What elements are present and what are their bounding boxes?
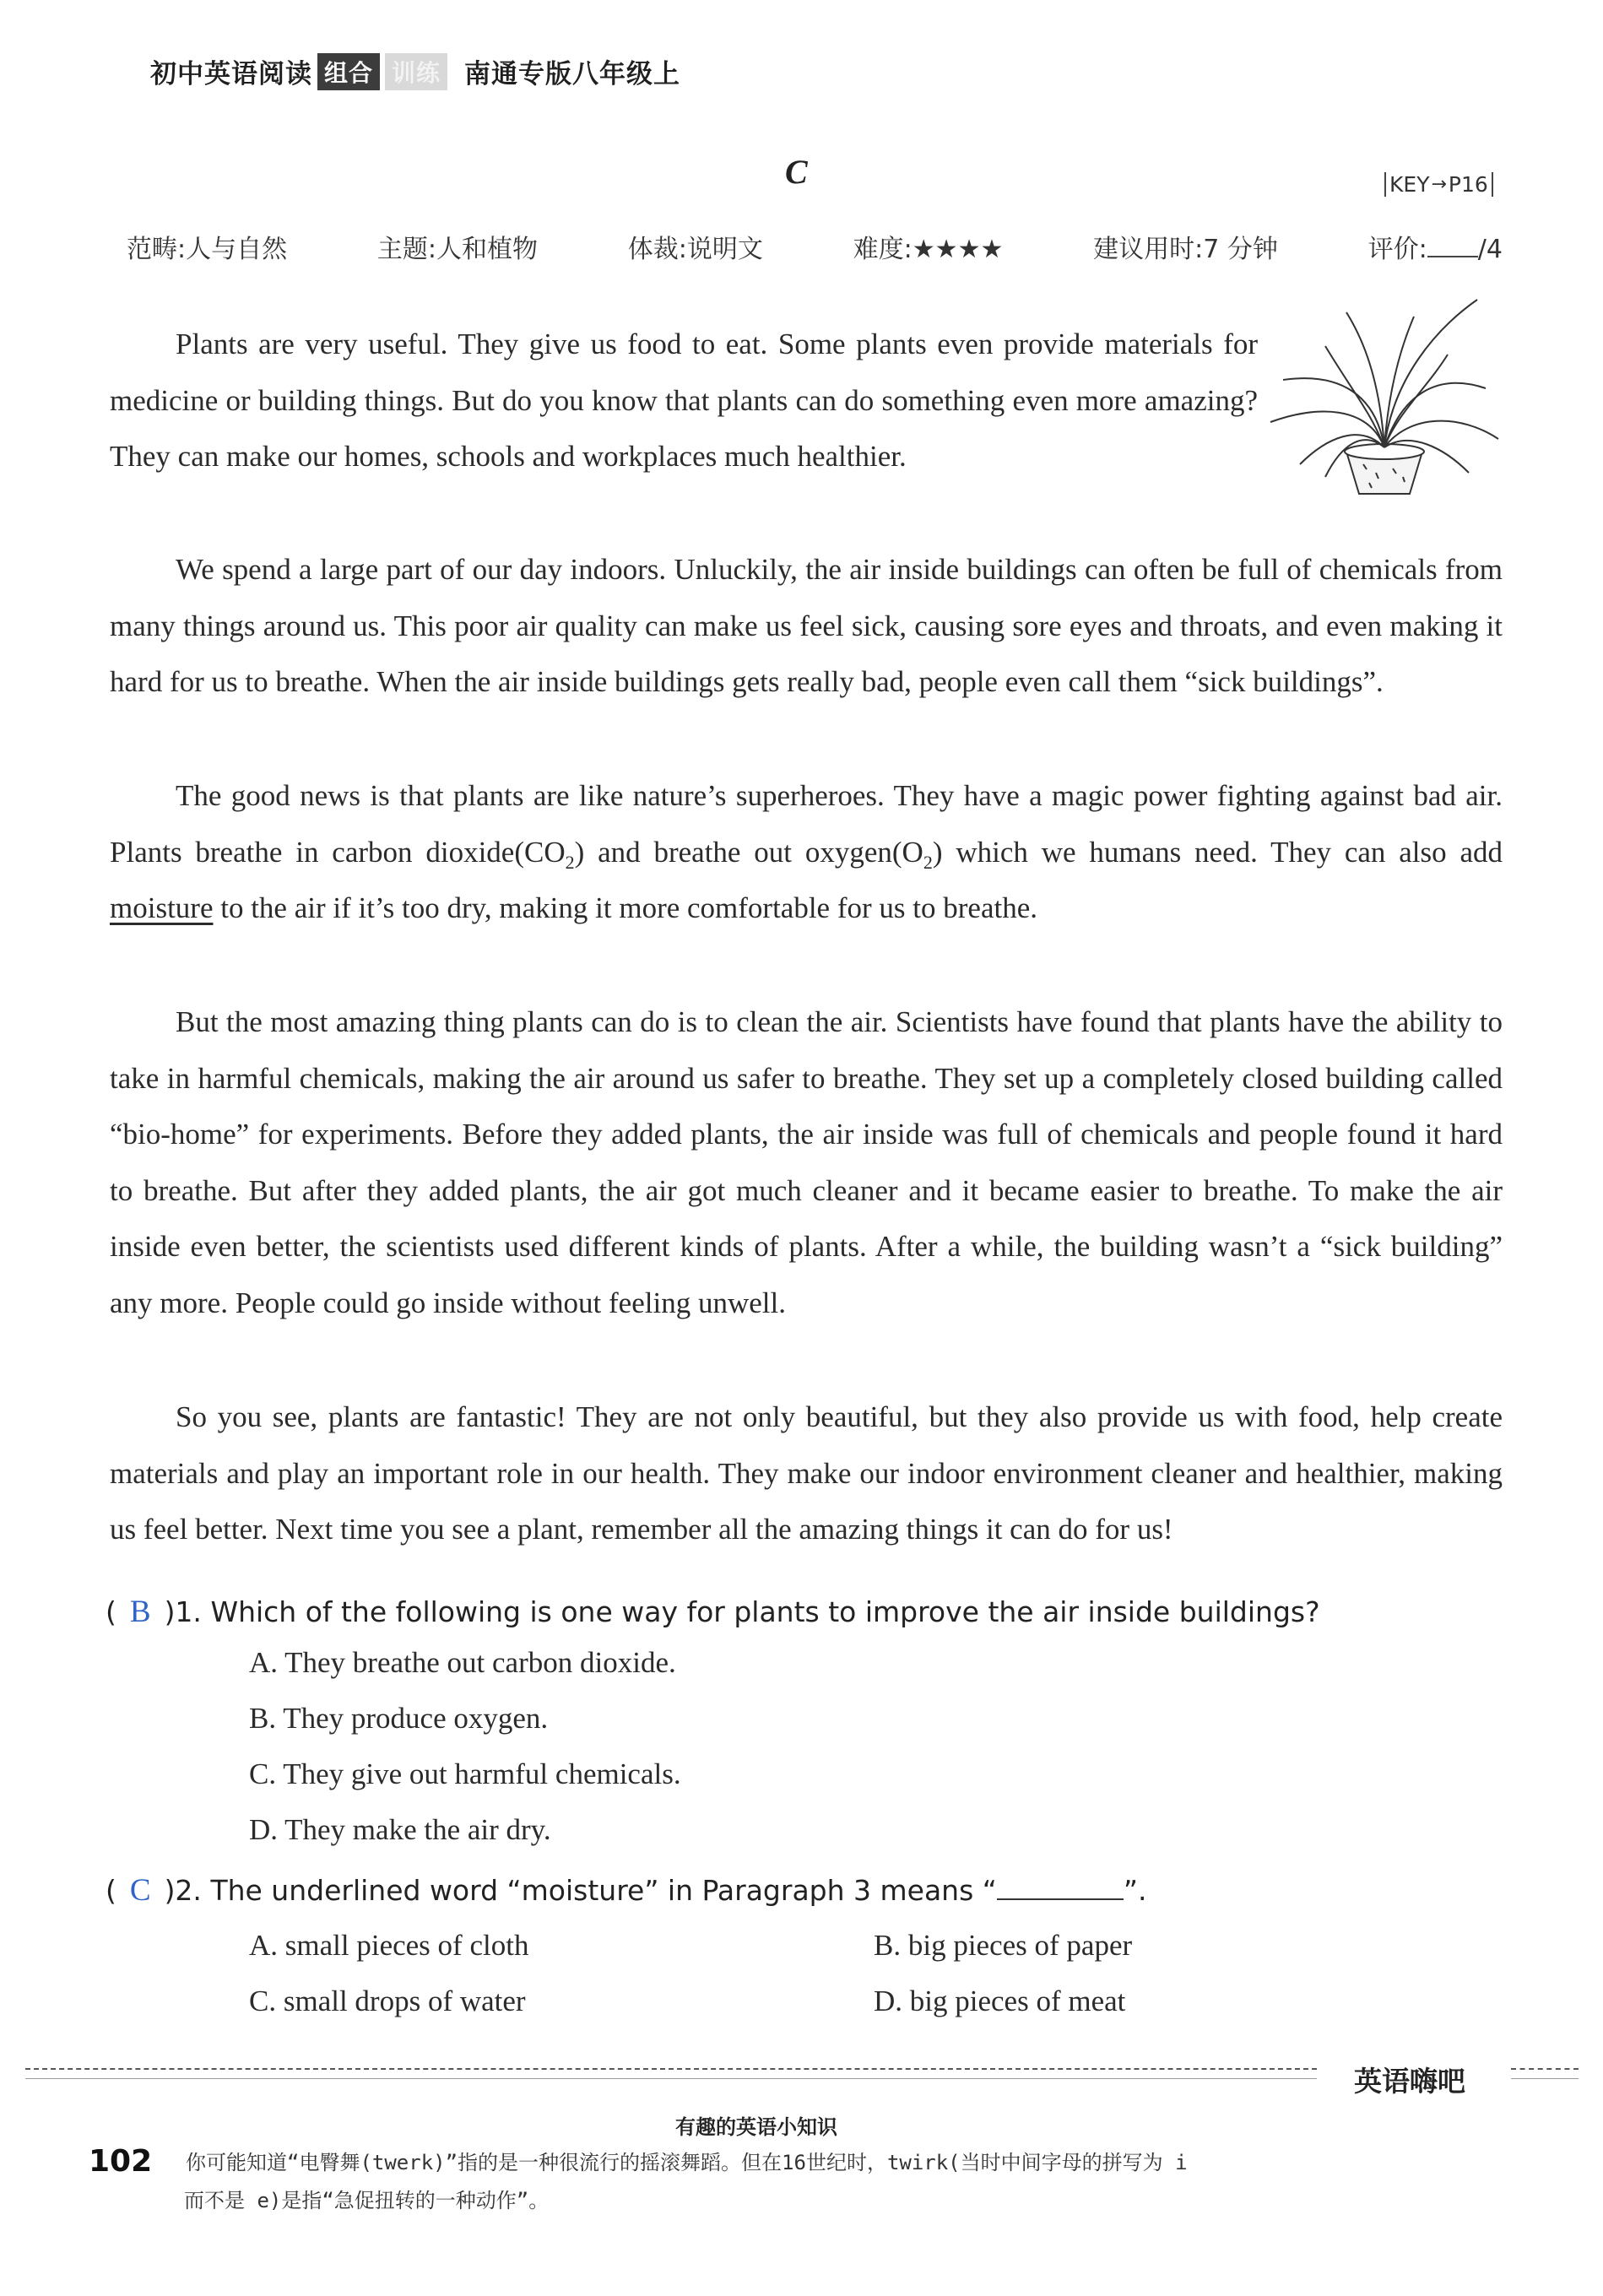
meta-time: 建议用时:7 分钟 xyxy=(1093,235,1278,264)
tag-combo: 组合 xyxy=(317,53,380,90)
edition-label: 南通专版八年级上 xyxy=(464,59,681,89)
footer-divider xyxy=(25,2068,1317,2079)
key-page: P16 xyxy=(1448,172,1488,197)
book-header xyxy=(150,52,680,90)
fun-fact-text xyxy=(186,2144,1410,2220)
q2-option-b[interactable]: B. big pieces of paper xyxy=(874,1929,1133,1962)
evaluation-blank[interactable] xyxy=(1427,236,1478,257)
q2-option-a[interactable]: A. small pieces of cloth xyxy=(249,1929,529,1962)
paragraph-5: So you see, plants are fantastic! They are not only beautiful, but they also provide us with food, help create materials and play an important role in our health. They make our indoor environment cleaner and healthier, making us feel better. Next time you see a plant, remember all the amazing things it can do for us! xyxy=(110,1400,1503,1546)
paragraph-1: Plants are very useful. They give us food to eat. Some plants even provide materials for medicine or building things. But do you know that plants can do something even more amazing? They can make our homes, schools and workplaces much healthier. xyxy=(110,328,1258,473)
fun-fact-line-1: 你可能知道“电臀舞(twerk)”指的是一种很流行的摇滚舞蹈。但在16世纪时，twirk(当时中间字母的拼写为 i xyxy=(186,2151,1188,2174)
q1-option-c[interactable]: C. They give out harmful chemicals. xyxy=(249,1757,681,1790)
question-2: ( C )2. The underlined word “moisture” in Paragraph 3 means “ ”. xyxy=(106,1873,1147,1908)
meta-category: 范畴:人与自然 xyxy=(127,235,288,264)
potted-plant-illustration xyxy=(1266,295,1511,498)
paragraph-3: The good news is that plants are like nature’s superheroes. They have a magic power fighting against bad air. Plants breathe in carbon $dioxide(CO_2)$ and breathe out $oxygen(O_2)$ which we humans need. They can also add moisture to the air if it’s too dry, making it more comfortable for us to breathe. xyxy=(110,779,1503,924)
tag-training: 训练 xyxy=(385,53,447,90)
q1-option-b[interactable]: B. They produce oxygen. xyxy=(249,1702,549,1735)
question-2-text: The underlined word “moisture” in Paragraph 3 means “ ”. xyxy=(210,1874,1147,1907)
meta-evaluation: 评价: /4 xyxy=(1367,235,1503,264)
footer-section-label: 英语嗨吧 xyxy=(1354,2065,1465,2098)
footer-divider-right xyxy=(1511,2068,1579,2079)
fun-fact-line-2: 而不是 e)是指“急促扭转的一种动作”。 xyxy=(184,2189,550,2212)
q1-option-a[interactable]: A. They breathe out carbon dioxide. xyxy=(249,1646,676,1679)
answer-1[interactable]: B xyxy=(129,1595,151,1629)
answer-2[interactable]: C xyxy=(129,1873,151,1908)
paragraph-2: We spend a large part of our day indoors. Unluckily, the air inside buildings can often be full of chemicals from many things around us. This poor air quality can make us feel sick, causing sore eyes and throats, and even making it hard for us to breathe. When the air inside buildings gets really bad, people even call them “sick buildings”. xyxy=(110,553,1503,698)
fun-fact-title: 有趣的英语小知识 xyxy=(675,2115,837,2139)
q1-option-d[interactable]: D. They make the air dry. xyxy=(249,1813,551,1846)
book-title: 初中英语阅读 xyxy=(150,59,312,89)
meta-theme: 主题:人和植物 xyxy=(376,235,538,264)
underlined-word-moisture: moisture xyxy=(110,891,214,924)
q2-option-d[interactable]: D. big pieces of meat xyxy=(874,1985,1126,2017)
paragraph-4: But the most amazing thing plants can do is to clean the air. Scientists have found that plants have the ability to take in harmful chemicals, making the air around us safer to breathe. They set up a completely closed building called “bio-home” for experiments. Before they added plants, the air inside was full of chemicals and people found it hard to breathe. But after they added plants, the air got much cleaner and it became easier to breathe. To make the air inside even better, the scientists used different kinds of plants. After a while, the building wasn’t a “sick building” any more. People could go inside without feeling unwell. xyxy=(110,1005,1503,1319)
page-number: 102 xyxy=(89,2144,153,2179)
meta-difficulty: 难度:★★★★ xyxy=(853,235,1004,264)
answer-key-reference xyxy=(1384,172,1493,197)
meta-genre: 体裁:说明文 xyxy=(627,235,763,264)
passage-meta xyxy=(127,228,1503,265)
arrow-right-icon: → xyxy=(1431,174,1447,195)
question-1: ( B )1. Which of the following is one way for plants to improve the air inside buildings? xyxy=(106,1595,1320,1629)
question-1-text: Which of the following is one way for plants to improve the air inside buildings? xyxy=(210,1595,1320,1628)
q2-option-c[interactable]: C. small drops of water xyxy=(249,1985,526,2017)
key-label: KEY xyxy=(1389,172,1430,197)
section-letter: C xyxy=(785,153,808,191)
answer-blank[interactable] xyxy=(997,1873,1124,1900)
